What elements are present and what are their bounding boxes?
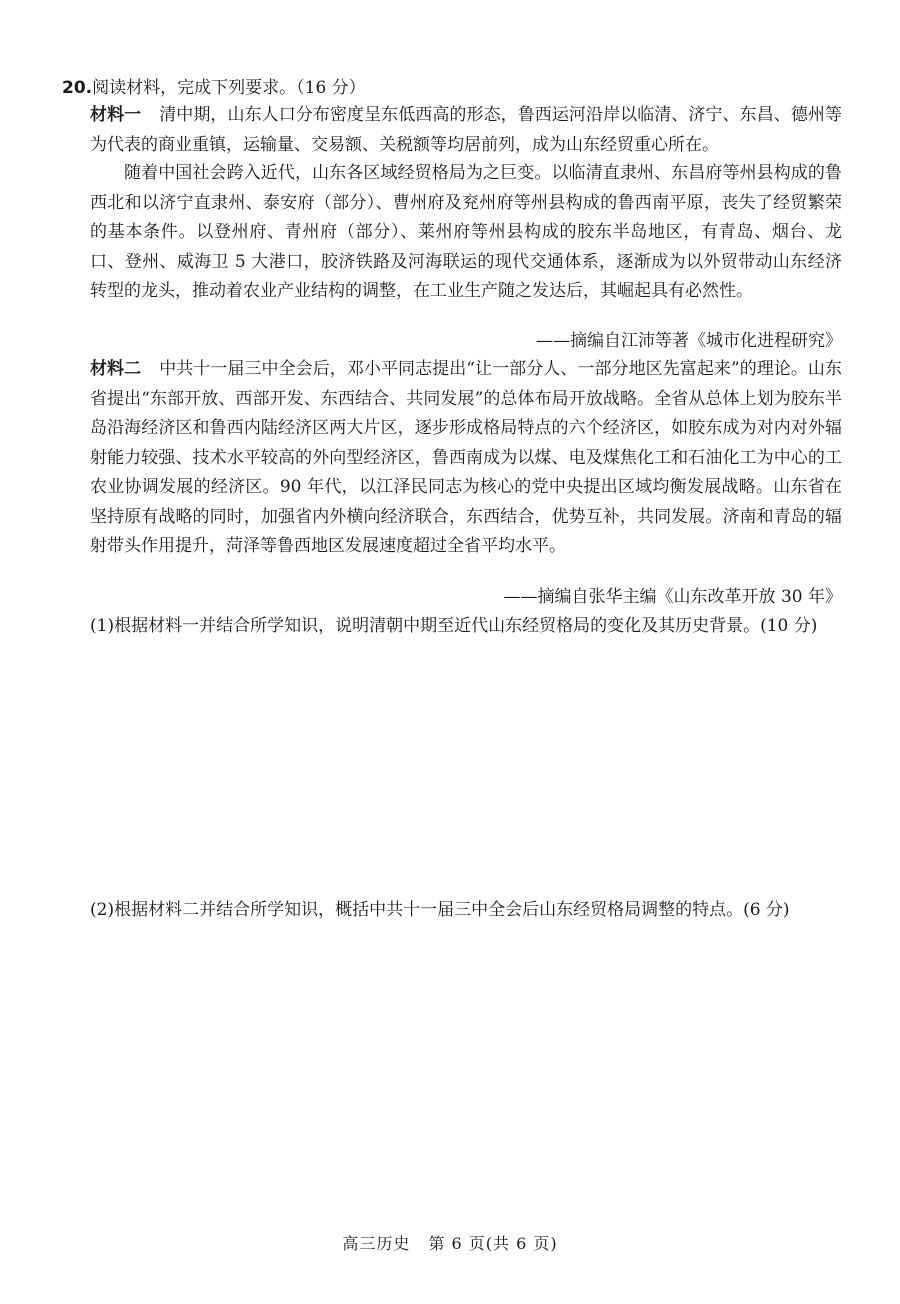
question-number: 20. <box>62 78 93 98</box>
material1-paragraph1 <box>90 101 842 160</box>
material2-paragraph <box>90 355 842 562</box>
material2-para1-text: 中共十一届三中全会后，邓小平同志提出“让一部分人、一部分地区先富起来”的理论。山东省提出“东部开放、西部开发、东西结合、共同发展”的总体布局开放战略。全省从总体上划为胶东半岛沿海经济区和鲁西内陆经济区两大片区，逐步形成格局特点的六个经济区，如胶东成为对内对外辐射能力较强、技术水平较高的外向型经济区，鲁西南成为以煤、电及煤焦化工和石油化工为中心的工农业协调发展的经济区。90 年代，以江泽民同志为核心的党中央提出区域均衡发展战略。山东省在坚持原有战略的同时，加强省内外横向经济联合，东西结合，优势互补，共同发展。济南和青岛的辐射带头作用提升，菏泽等鲁西地区发展速度超过全省平均水平。 <box>90 359 842 556</box>
material1-label: 材料一 <box>90 105 142 125</box>
question-prompt: 阅读材料，完成下列要求。（16 分） <box>92 78 366 98</box>
material1-paragraph2 <box>90 159 842 307</box>
sub-question-1: (1)根据材料一并结合所学知识，说明清朝中期至近代山东经贸格局的变化及其历史背景。(10 分) <box>90 616 818 636</box>
material2-source: ——摘编自张华主编《山东改革开放 30 年》 <box>503 587 842 607</box>
material1-para2-text: 随着中国社会跨入近代，山东各区域经贸格局为之巨变。以临清直隶州、东昌府等州县构成的鲁西北和以济宁直隶州、泰安府（部分）、曹州府及兖州府等州县构成的鲁西南平原，丧失了经贸繁荣的基本条件。以登州府、青州府（部分）、莱州府等州县构成的胶东半岛地区，有青岛、烟台、龙口、登州、威海卫 5 大港口，胶济铁路及河海联运的现代交通体系，逐渐成为以外贸带动山东经济转型的龙头，推动着农业产业结构的调整，在工业生产随之发达后，其崛起具有必然性。 <box>90 163 842 301</box>
question-header <box>62 74 366 102</box>
footer-page-number: 第 6 页(共 6 页) <box>428 1234 558 1253</box>
material1-source: ——摘编自江沛等著《城市化进程研究》 <box>536 331 842 351</box>
sub-question-2: (2)根据材料二并结合所学知识，概括中共十一届三中全会后山东经贸格局调整的特点。(6 分) <box>90 900 790 920</box>
page-footer <box>0 1232 900 1256</box>
material2-label: 材料二 <box>90 359 142 379</box>
material1-para1-text: 清中期，山东人口分布密度呈东低西高的形态，鲁西运河沿岸以临清、济宁、东昌、德州等为代表的商业重镇，运输量、交易额、关税额等均居前列，成为山东经贸重心所在。 <box>90 105 843 155</box>
footer-subject: 高三历史 <box>342 1234 411 1253</box>
